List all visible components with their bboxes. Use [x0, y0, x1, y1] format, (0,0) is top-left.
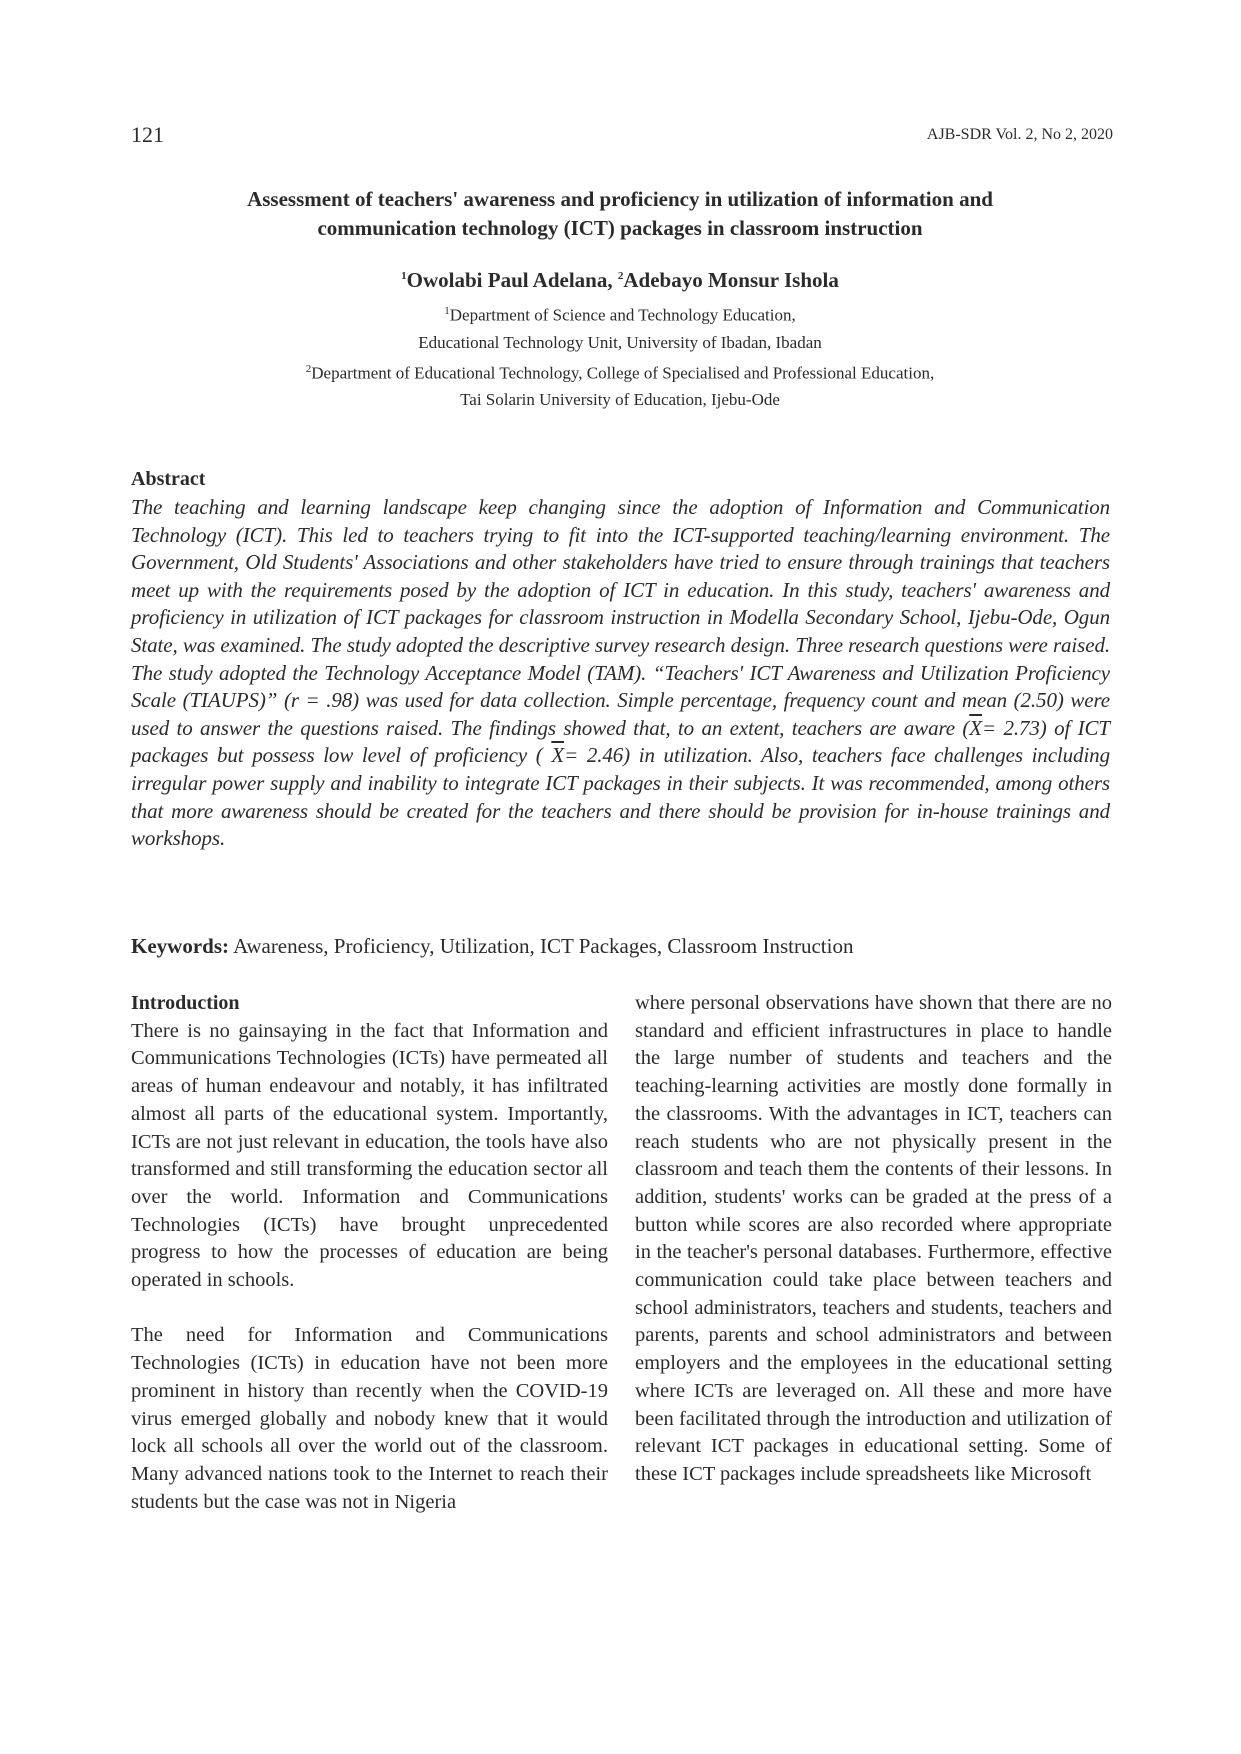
body-column-right: [635, 990, 1112, 1516]
author-list: [140, 268, 1100, 293]
affiliation-text: Tai Solarin University of Education, Ijebu-Ode: [460, 390, 780, 410]
title-line-2: communication technology (ICT) packages in classroom instruction: [317, 216, 923, 240]
affiliation-line-1: [140, 298, 1100, 329]
keywords-list: Awareness, Proficiency, Utilization, ICT Packages, Classroom Instruction: [229, 934, 854, 958]
abstract-text-3: = 2.46) in utilization. Also, teachers face challenges including irregular power supply and inability to integrate ICT packages in their subjects. It was recommended, among others that more awareness should be created for the teachers and there should be provision for in-house trainings and workshops.: [131, 743, 1110, 851]
keywords: [131, 934, 853, 959]
author-2-name: Adebayo Monsur Ishola: [623, 268, 839, 292]
abstract-body: [131, 494, 1110, 853]
body-column-left: [131, 990, 608, 1544]
affiliation-text: Department of Educational Technology, College of Specialised and Professional Education,: [311, 363, 935, 383]
affiliation-text: Educational Technology Unit, University of Ibadan, Ibadan: [418, 332, 822, 352]
author-1-name: Owolabi Paul Adelana,: [406, 268, 618, 292]
affiliation-line-2: [140, 329, 1100, 356]
keywords-label: Keywords:: [131, 934, 229, 958]
affiliation-line-3: [140, 356, 1100, 387]
affiliations: [140, 298, 1100, 413]
page-number: 121: [131, 122, 164, 147]
running-head: AJB-SDR Vol. 2, No 2, 2020: [926, 126, 1113, 143]
paragraph: where personal observations have shown that there are no standard and efficient infrastructures in place to handle the large number of students and teachers and the teaching-learning activities are mostly done formally in the classrooms. With the advantages in ICT, teachers can reach students who are not physically present in the classroom and teach them the contents of their lessons. In addition, students' works can be graded at the press of a button while scores are also recorded where appropriate in the teacher's personal databases. Furthermore, effective communication could take place between teachers and school administrators, teachers and students, teachers and parents, parents and school administrators and between employers and the employees in the educational setting where ICTs are leveraged on. All these and more have been facilitated through the introduction and utilization of relevant ICT packages in educational setting. Some of these ICT packages include spreadsheets like Microsoft: [635, 992, 1112, 1485]
paragraph: There is no gainsaying in the fact that Information and Communications Technologies (ICTs) have permeated all areas of human endeavour and notably, it has infiltrated almost all parts of the educational system. Importantly, ICTs are not just relevant in education, the tools have also transformed and still transforming the education sector all over the world. Information and Communications Technologies (ICTs) have brought unprecedented progress to how the processes of education are being operated in schools.: [131, 1019, 608, 1292]
title-line-1: Assessment of teachers' awareness and proficiency in utilization of information and: [247, 187, 993, 211]
author-2-affiliation-mark: 2: [617, 270, 624, 282]
mean-symbol-awareness: $\overline{X}$: [969, 715, 982, 740]
article-title: [140, 185, 1100, 243]
introduction-heading: Introduction: [131, 992, 240, 1014]
mean-symbol-proficiency: $\overline{X}$: [551, 743, 565, 768]
affiliation-mark: 1: [444, 305, 450, 317]
affiliation-text: Department of Science and Technology Education,: [449, 305, 796, 325]
author-1-affiliation-mark: 1: [401, 270, 407, 282]
abstract-text-1: The teaching and learning landscape keep changing since the adoption of Information and Communication Technology (ICT). This led to teachers trying to fit into the ICT-supported teaching/learning environment. The Government, Old Students' Associations and other stakeholders have tried to ensure through trainings that teachers meet up with the requirements posed by the adoption of ICT in education. In this study, teachers' awareness and proficiency in utilization of ICT packages for classroom instruction in Modella Secondary School, Ijebu-Ode, Ogun State, was examined. The study adopted the descriptive survey research design. Three research questions were raised. The study adopted the Technology Acceptance Model (TAM). “Teachers' ICT Awareness and Utilization Proficiency Scale (TIAUPS)” (r = .98) was used for data collection. Simple percentage, frequency count and mean (2.50) were used to answer the questions raised. The findings showed that, to an extent, teachers are aware (: [131, 495, 1110, 740]
paragraph: The need for Information and Communications Technologies (ICTs) in education have not been more prominent in history than recently when the COVID-19 virus emerged globally and nobody knew that it would lock all schools all over the world out of the classroom. Many advanced nations took to the Internet to reach their students but the case was not in Nigeria: [131, 1324, 608, 1513]
abstract-text-2: = 2.73) of ICT packages but possess low level of proficiency (: [131, 715, 1110, 768]
affiliation-line-4: [140, 386, 1100, 413]
affiliation-mark: 2: [305, 362, 312, 375]
abstract-heading: Abstract: [131, 468, 206, 490]
